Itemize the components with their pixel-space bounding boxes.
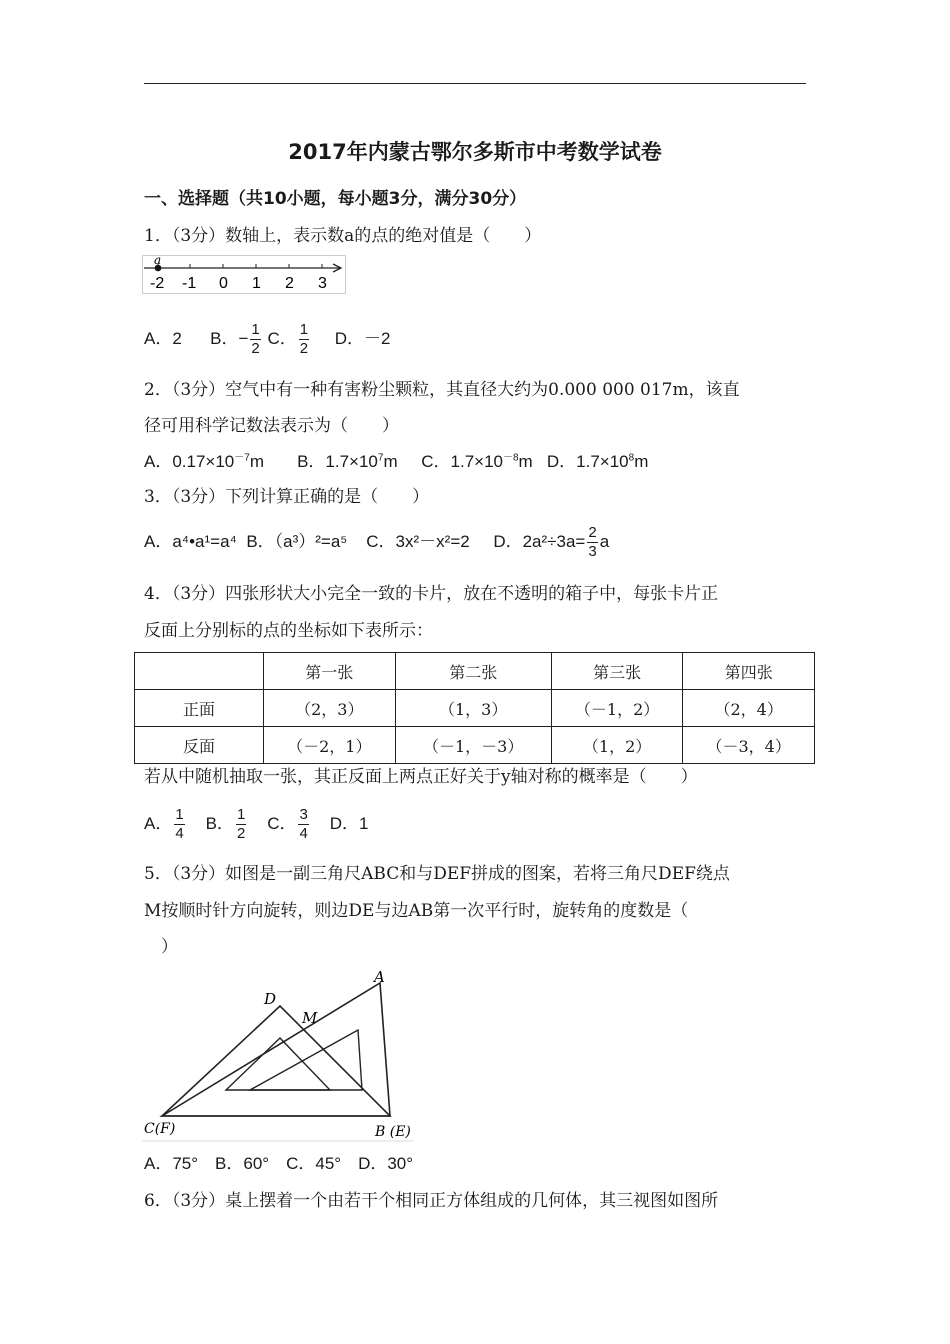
table-header-cell: 第二张 (395, 653, 551, 690)
q5-stem-line1: 5．（3分）如图是一副三角尺ABC和与DEF拼成的图案，若将三角尺DEF绕点 (144, 864, 730, 884)
label-cf: C(F) (144, 1121, 176, 1137)
tick-label: 0 (219, 275, 228, 292)
section-heading: 一、选择题（共10小题，每小题3分，满分30分） (144, 189, 527, 209)
triangle-rulers-figure (142, 968, 417, 1146)
table-row (135, 727, 815, 764)
label-d: D (264, 990, 277, 1008)
q2-option-b: B．$1.7\times 10^7m$ (297, 452, 398, 471)
q5-stem-line3: ） (144, 937, 178, 957)
label-m: M (302, 1009, 318, 1027)
q3-option-a: A．a⁴•a¹=a⁴ (144, 532, 237, 551)
q4-option-a: A． $\frac{1}{4}$ (144, 806, 184, 843)
q1-option-d: D．－2 (334, 329, 391, 348)
q4-options (144, 804, 368, 844)
q3-option-c: C．3x²－x²=2 (366, 532, 470, 551)
q2-stem-line2: 径可用科学记数法表示为（ ） (144, 416, 399, 436)
q2-option-c: C．$1.7\times 10^{-8}m$ (421, 452, 533, 471)
table-cell: （－1，2） (551, 690, 683, 727)
table-header-cell: 第三张 (551, 653, 683, 690)
q3-options (144, 524, 609, 561)
table-cell: （2，3） (264, 690, 396, 727)
top-rule (144, 83, 806, 84)
page-title: 2017年内蒙古鄂尔多斯市中考数学试卷 (288, 140, 662, 164)
q3-stem: 3．（3分）下列计算正确的是（ ） (144, 487, 430, 507)
tick-label: -2 (150, 275, 165, 292)
number-line-figure (142, 255, 347, 295)
table-cell: （－3，4） (683, 727, 815, 764)
table-header-row (135, 653, 815, 690)
triangle-def (162, 1006, 390, 1116)
label-be: B (E) (375, 1124, 411, 1140)
q4-stem-line1: 4．（3分）四张形状大小完全一致的卡片，放在不透明的箱子中，每张卡片正 (144, 584, 719, 604)
tick-label: 2 (285, 275, 294, 292)
q4-stem-line2: 反面上分别标的点的坐标如下表所示： (144, 621, 433, 641)
tick-label: 1 (252, 275, 261, 292)
table-cell: 反面 (135, 727, 264, 764)
q2-options (144, 450, 648, 474)
q1-options (144, 321, 390, 358)
label-a: A (374, 968, 385, 986)
q2-stem-line1: 2．（3分）空气中有一种有害粉尘颗粒，其直径大约为0.000 000 017m，该直 (144, 380, 740, 400)
table-cell: （－1，－3） (395, 727, 551, 764)
q1-option-c: C． $\frac{1}{2}$ (267, 321, 309, 358)
q2-option-d: D．$1.7\times 10^8m$ (546, 452, 649, 471)
q1-option-b: B．− $\frac{1}{2}$ (210, 321, 260, 358)
table-cell: 正面 (135, 690, 264, 727)
table-header-cell: 第四张 (683, 653, 815, 690)
table-header-cell: 第一张 (264, 653, 396, 690)
q5-options: A．75° B．60° C．45° D．30° (144, 1154, 414, 1173)
q5-stem-line2: M按顺时针方向旋转，则边DE与边AB第一次平行时，旋转角的度数是（ (144, 901, 689, 921)
q2-option-a: A．$0.17\times 10^{-7}m$ (144, 452, 264, 471)
q4-option-b: B． $\frac{1}{2}$ (205, 806, 246, 843)
q4-option-d: D．1 (329, 814, 369, 833)
q6-stem-line1: 6．（3分）桌上摆着一个由若干个相同正方体组成的几何体，其三视图如图所 (144, 1191, 719, 1211)
q1-stem: 1．（3分）数轴上，表示数a的点的绝对值是（ ） (144, 226, 542, 246)
q3-option-d: D．2a²÷3a= $\frac{2}{3}$ a (493, 524, 610, 561)
table-cell: （2，4） (683, 690, 815, 727)
q1-option-a: A．2 (144, 329, 182, 348)
tick-label: 3 (318, 275, 327, 292)
triangle-abc-inner (250, 1030, 362, 1090)
q4-question: 若从中随机抽取一张，其正反面上两点正好关于y轴对称的概率是（ ） (144, 767, 698, 787)
table-cell: （－2，1） (264, 727, 396, 764)
tick-label: -1 (182, 275, 197, 292)
table-cell: （1，3） (395, 690, 551, 727)
table-row (135, 690, 815, 727)
table-cell: （1，2） (551, 727, 683, 764)
point-a-label: a (154, 255, 162, 267)
coordinates-table (134, 652, 815, 764)
q3-option-b: B．（a³）²=a⁵ (246, 532, 348, 551)
table-cell (135, 653, 264, 690)
q4-option-c: C． $\frac{3}{4}$ (267, 806, 308, 843)
